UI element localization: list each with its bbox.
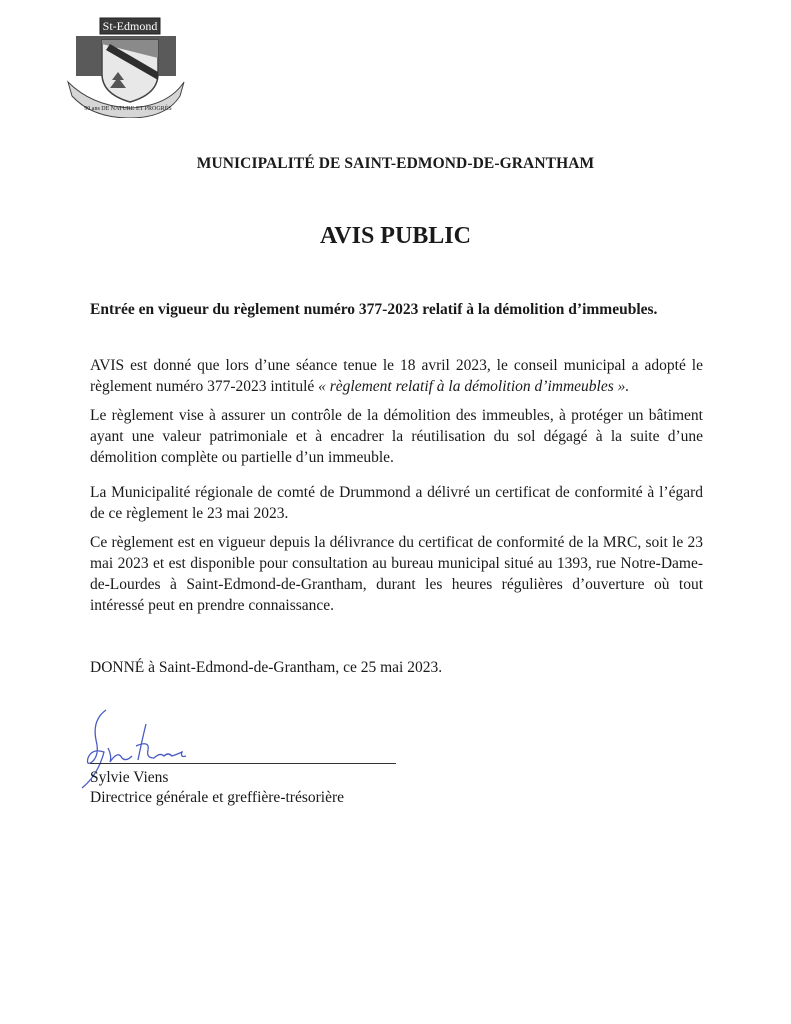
paragraph-in-force: Ce règlement est en vigueur depuis la délivrance du certificat de conformité de la MRC, soit le 23 mai 2023 et est disponible pour consultation au bureau municipal situé au 1393, rue Notre-Dame-de-Lourdes à Saint-Edmond-de-Grantham, durant les heures régulières d’ouverture où tout intéressé peut en prendre connaissance. xyxy=(90,534,703,614)
signature-line xyxy=(90,763,396,764)
coat-of-arms-icon xyxy=(62,14,190,118)
logo-banner-text: St-Edmond xyxy=(102,19,158,33)
paragraph-certificate: La Municipalité régionale de comté de Drummond a délivré un certificat de conformité à l’égard de ce règlement le 23 mai 2023. xyxy=(90,484,703,522)
organization-name: MUNICIPALITÉ DE SAINT-EDMOND-DE-GRANTHAM xyxy=(196,155,595,172)
municipal-logo xyxy=(62,14,190,118)
paragraph-adoption xyxy=(90,355,703,397)
signer-block xyxy=(90,768,344,808)
signer-name: Sylvie Viens xyxy=(90,769,169,786)
given-at-line: DONNÉ à Saint-Edmond-de-Grantham, ce 25 mai 2023. xyxy=(90,659,443,676)
bylaw-title: « règlement relatif à la démolition d’immeubles ». xyxy=(318,378,630,395)
logo-ribbon-text: 90 ans DE NATURE ET PROGRÈS xyxy=(84,106,172,112)
notice-subject: Entrée en vigueur du règlement numéro 377-2023 relatif à la démolition d’immeubles. xyxy=(90,301,658,318)
paragraph-purpose: Le règlement vise à assurer un contrôle de la démolition des immeubles, à protéger un bâtiment ayant une valeur patrimoniale et à encadrer la réutilisation du sol dégagé à la suite d’une démolition complète ou partielle d’un immeuble. xyxy=(90,407,703,466)
paragraph-adoption-text: AVIS est donné que lors d’une séance tenue le 18 avril 2023, le conseil municipal a adopté le règlement numéro 377-2023 intitulé xyxy=(90,357,703,395)
page-title: AVIS PUBLIC xyxy=(320,223,471,249)
signer-title: Directrice générale et greffière-trésorière xyxy=(90,789,344,806)
